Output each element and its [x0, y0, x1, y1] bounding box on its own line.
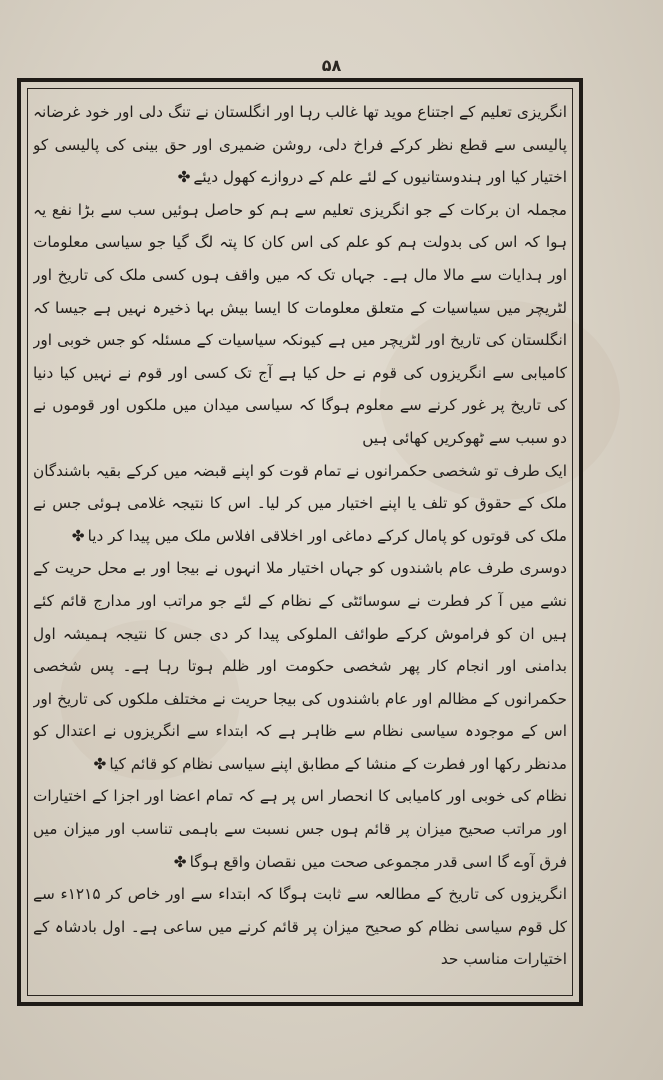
paragraph-text: مجملہ ان برکات کے جو انگریزی تعلیم سے ہم کو حاصل ہوئیں سب سے بڑا نفع یہ ہوا کہ اس کی بدولت ہم کو علم کی اس کان کا پتہ لگ گیا جو سیاسی معلومات اور ہدایات سے مالا مال ہے۔ جہاں تک کہ میں واقف ہوں کسی ملک کی تاریخ اور لٹریچر میں سیاسیات کے متعلق معلومات کا ایسا بیش بہا ذخیرہ نہیں ہے جیسا کہ انگلستان کی تاریخ اور لٹریچر میں ہے کیونکہ سیاسیات کے مسئلہ کو جس خوبی اور کامیابی سے انگریزوں کی قوم نے حل کیا ہے آج تک کسی اور قوم نے نہیں کیا دنیا کی تاریخ پر غور کرنے سے معلوم ہوگا کہ سیاسی میدان میں ملکوں اور قوموں نے دو سبب سے ٹھوکریں کھائی ہیں: [33, 200, 567, 447]
paragraph-5: [33, 780, 567, 878]
paragraph-2: [33, 194, 567, 455]
paragraph-1: [33, 96, 567, 194]
paragraph-text: انگریزی تعلیم کے اجتناع موید تھا غالب رہا اور انگلستان نے تنگ دلی اور خود غرضانہ پالیسی سے قطع نظر کرکے فراخ دلی، روشن ضمیری اور حق بینی کی پالیسی کو اختیار کیا اور ہندوستانیوں کے لئے علم کے دروازے کھول دیئے: [33, 103, 567, 187]
paragraph-text: نظام کی خوبی اور کامیابی کا انحصار اس پر ہے کہ تمام اعضا اور اجزا کے اختیارات اور مراتب صحیح میزان پر قائم ہوں جس نسبت سے باہمی تناسب اور میزان میں فرق آوے گا اسی قدر مجموعی صحت میں نقصان واقع ہوگا: [33, 787, 567, 871]
paragraph-4: [33, 552, 567, 780]
paragraph-text: ایک طرف تو شخصی حکمرانوں نے تمام قوت کو اپنے قبضہ میں کرکے بقیہ باشندگان ملک کے حقوق کو تلف یا اپنے اختیار میں کر لیا۔ اس کا نتیجہ غلامی ہوئی جس نے ملک کی قوتوں کو پامال کرکے دماغی اور اخلاقی افلاس ملک میں پیدا کر دیا: [33, 461, 567, 545]
paragraph-end-mark: ✤: [177, 168, 191, 187]
page-number: ۵۸: [321, 56, 342, 75]
paragraph-end-mark: ✤: [93, 754, 107, 773]
paragraph-end-mark: ✤: [173, 852, 187, 871]
paragraph-3: [33, 455, 567, 553]
paragraph-text: دوسری طرف عام باشندوں کو جہاں اختیار ملا انہوں نے بیجا اور بے محل حریت کے نشے میں آ کر فطرت نے سوسائٹی کے نظام کے لئے جو مراتب اور مدارج قائم کئے ہیں ان کو فراموش کرکے طوائف الملوکی پیدا کر دی جس کا نتیجہ ہمیشہ اول بدامنی اور انجام کار پھر شخصی حکومت اور ظلم ہوتا رہا ہے۔ پس شخصی حکمرانوں کے مظالم اور عام باشندوں کی بیجا حریت نے مختلف ملکوں کی تاریخ اور اس کے موجودہ سیاسی نظام سے ظاہر ہے کہ ابتداء سے انگریزوں نے اعتدال کو مدنظر رکھا اور فطرت کے منشا کے مطابق اپنے سیاسی نظام کو قائم کیا: [33, 559, 567, 773]
body-text: [33, 96, 567, 990]
paragraph-6: [33, 878, 567, 976]
paragraph-end-mark: ✤: [71, 526, 85, 545]
paragraph-text: انگریزوں کی تاریخ کے مطالعہ سے ثابت ہوگا کہ ابتداء سے اور خاص کر ۱۲۱۵ء سے کل قوم سیاسی نظام کو صحیح میزان پر قائم کرنے میں ساعی ہے۔ اول بادشاہ کے اختیارات مناسب حد: [33, 885, 567, 969]
